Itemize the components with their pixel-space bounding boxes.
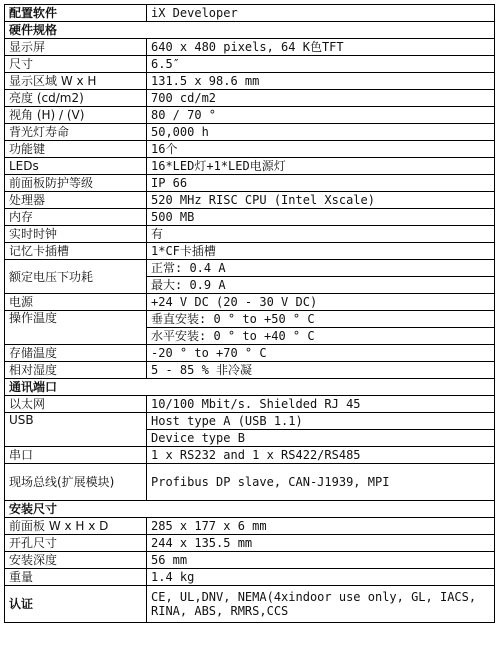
spec-label: 显示屏 [5, 39, 147, 56]
spec-value: 50,000 h [147, 124, 495, 141]
spec-value: 正常: 0.4 A [147, 260, 495, 277]
spec-value: 500 MB [147, 209, 495, 226]
spec-label: 内存 [5, 209, 147, 226]
spec-value: 700 cd/m2 [147, 90, 495, 107]
spec-label: 背光灯寿命 [5, 124, 147, 141]
software-label: 配置软件 [5, 5, 147, 22]
spec-label: USB [5, 413, 147, 447]
spec-label: 尺寸 [5, 56, 147, 73]
spec-value: Host type A (USB 1.1) [147, 413, 495, 430]
spec-label: 功能键 [5, 141, 147, 158]
software-row [5, 5, 495, 22]
spec-value: 5 - 85 % 非冷凝 [147, 362, 495, 379]
processor-row [5, 192, 495, 209]
spec-value: Device type B [147, 430, 495, 447]
spec-label: 开孔尺寸 [5, 535, 147, 552]
spec-label: 记忆卡插槽 [5, 243, 147, 260]
spec-value: 285 x 177 x 6 mm [147, 518, 495, 535]
display-row [5, 39, 495, 56]
backlight-row [5, 124, 495, 141]
spec-label: 实时时钟 [5, 226, 147, 243]
weight-row [5, 569, 495, 586]
spec-label: 额定电压下功耗 [5, 260, 147, 294]
spec-label: 以太网 [5, 396, 147, 413]
spec-value: 56 mm [147, 552, 495, 569]
spec-label: 相对湿度 [5, 362, 147, 379]
spec-value: 最大: 0.9 A [147, 277, 495, 294]
certification-row [5, 586, 495, 623]
brightness-row [5, 90, 495, 107]
humidity-row [5, 362, 495, 379]
hardware-section-header [5, 22, 495, 39]
spec-label: 处理器 [5, 192, 147, 209]
ethernet-row [5, 396, 495, 413]
protection-row [5, 175, 495, 192]
spec-label: 前面板 W x H x D [5, 518, 147, 535]
spec-label: 视角 (H) / (V) [5, 107, 147, 124]
spec-table [4, 4, 495, 623]
comm-section-header [5, 379, 495, 396]
spec-label: 操作温度 [5, 311, 147, 345]
spec-value: -20 ° to +70 ° C [147, 345, 495, 362]
operating-temp-row [5, 311, 495, 328]
size-row [5, 56, 495, 73]
viewing-angle-row [5, 107, 495, 124]
certification-label: 认证 [5, 586, 147, 623]
spec-value: 水平安装: 0 ° to +40 ° C [147, 328, 495, 345]
spec-value: 1 x RS232 and 1 x RS422/RS485 [147, 447, 495, 464]
spec-value: 16*LED灯+1*LED电源灯 [147, 158, 495, 175]
spec-value: 1*CF卡插槽 [147, 243, 495, 260]
certification-value: CE, UL,DNV, NEMA(4xindoor use only, GL, IACS, RINA, ABS, RMRS,CCS [147, 586, 495, 623]
serial-row [5, 447, 495, 464]
power-supply-row [5, 294, 495, 311]
spec-label: 串口 [5, 447, 147, 464]
function-keys-row [5, 141, 495, 158]
spec-value: 640 x 480 pixels, 64 K色TFT [147, 39, 495, 56]
spec-label: 重量 [5, 569, 147, 586]
fieldbus-row [5, 464, 495, 501]
spec-label: 亮度 (cd/m2) [5, 90, 147, 107]
spec-label: 前面板防护等级 [5, 175, 147, 192]
spec-label: 存储温度 [5, 345, 147, 362]
spec-value: 80 / 70 ° [147, 107, 495, 124]
spec-value: 520 MHz RISC CPU (Intel Xscale) [147, 192, 495, 209]
spec-value: 1.4 kg [147, 569, 495, 586]
storage-temp-row [5, 345, 495, 362]
spec-label: LEDs [5, 158, 147, 175]
spec-value: Profibus DP slave, CAN-J1939, MPI [147, 464, 495, 501]
hardware-header: 硬件规格 [5, 22, 495, 39]
depth-row [5, 552, 495, 569]
install-section-header [5, 501, 495, 518]
front-panel-row [5, 518, 495, 535]
cutout-row [5, 535, 495, 552]
install-header: 安装尺寸 [5, 501, 495, 518]
spec-label: 现场总线(扩展模块) [5, 464, 147, 501]
rated-power-row [5, 260, 495, 277]
spec-value: 垂直安装: 0 ° to +50 ° C [147, 311, 495, 328]
spec-label: 显示区域 W x H [5, 73, 147, 90]
rtc-row [5, 226, 495, 243]
spec-value: +24 V DC (20 - 30 V DC) [147, 294, 495, 311]
leds-row [5, 158, 495, 175]
spec-value: 6.5″ [147, 56, 495, 73]
spec-value: 有 [147, 226, 495, 243]
software-value: iX Developer [147, 5, 495, 22]
memory-card-row [5, 243, 495, 260]
display-area-row [5, 73, 495, 90]
spec-value: 131.5 x 98.6 mm [147, 73, 495, 90]
spec-value: 16个 [147, 141, 495, 158]
spec-value: 244 x 135.5 mm [147, 535, 495, 552]
comm-header: 通讯端口 [5, 379, 495, 396]
memory-row [5, 209, 495, 226]
spec-label: 电源 [5, 294, 147, 311]
spec-value: IP 66 [147, 175, 495, 192]
spec-label: 安装深度 [5, 552, 147, 569]
usb-row [5, 413, 495, 430]
spec-value: 10/100 Mbit/s. Shielded RJ 45 [147, 396, 495, 413]
